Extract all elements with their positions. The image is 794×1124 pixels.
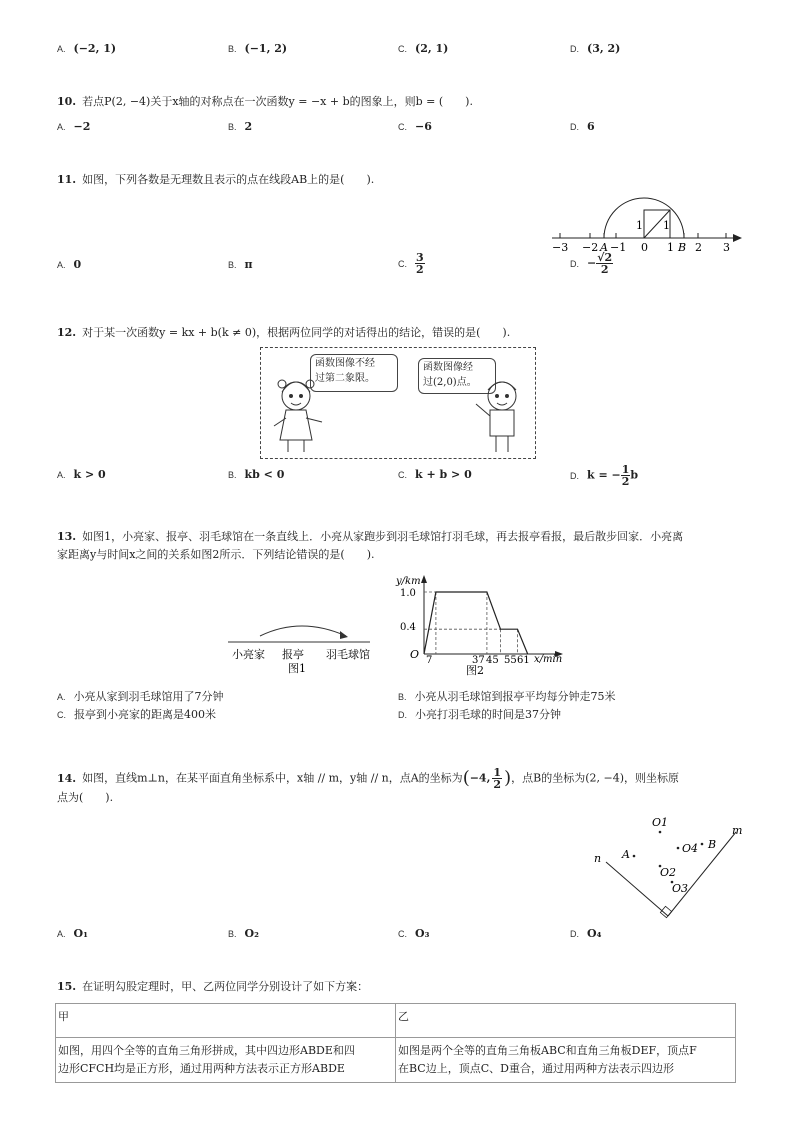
q14-stem-line2: 点为( ). — [57, 791, 114, 804]
q10-option-a: A. −2 — [57, 120, 91, 133]
q14-figure — [588, 812, 748, 928]
q13-fig2-ytick-1: 1.0 — [400, 588, 416, 599]
q10-option-c: C. −6 — [398, 120, 432, 133]
q13-figure2-chart — [380, 572, 566, 678]
q13-fig2-xtick-3: 45 — [486, 655, 499, 666]
svg-text:O1: O1 — [652, 816, 669, 829]
q13-option-a: A. 小亮从家到羽毛球馆用了7分钟 — [57, 690, 224, 703]
q13-fig1-caption: 图1 — [288, 662, 306, 675]
q13-fig2-xtick-1: 7 — [426, 655, 433, 666]
svg-text:n: n — [594, 852, 602, 865]
q14-option-c: C. O₃ — [398, 927, 430, 940]
q9-option-a: A. (−2, 1) — [57, 42, 117, 55]
q12-option-b: B. kb < 0 — [228, 468, 285, 481]
q13-fig1-kiosk: 报亭 — [282, 648, 304, 661]
svg-text:A: A — [600, 241, 608, 254]
q13-stem-line2: 家距离y与时间x之间的关系如图2所示．下列结论错误的是( ). — [57, 548, 375, 561]
q10-option-d: D. 6 — [570, 120, 595, 133]
svg-text:3: 3 — [723, 241, 730, 254]
svg-text:A: A — [622, 848, 630, 861]
q15-proof-table — [55, 1003, 736, 1083]
q13-fig2-xtick-4: 55 — [504, 655, 517, 666]
svg-text:m: m — [732, 824, 743, 837]
svg-text:−1: −1 — [610, 241, 627, 254]
q12-bubble-right: 函数图像经 过(2,0)点。 — [418, 358, 496, 394]
q9-option-d: D. (3, 2) — [570, 42, 621, 55]
q11-option-d: D. − $\frac{√2}{2}$ — [570, 251, 613, 276]
q15-plan-yi: 如图是两个全等的直角三角板ABC和直角三角板DEF，顶点F 在BC边上，顶点C、D重合，通过用两种方法表示四边形 — [396, 1038, 736, 1083]
q13-fig1-home: 小亮家 — [232, 648, 265, 661]
q15-header-left: 甲 — [56, 1004, 396, 1038]
q13-fig2-ytick-2: 0.4 — [400, 622, 416, 633]
q13-fig1-gym: 羽毛球馆 — [326, 648, 370, 661]
q13-distance-series — [424, 592, 528, 654]
q11-square-label-left: 1 — [636, 219, 643, 232]
q12-option-d: D. k = − $\frac{1}{2}$ b — [570, 463, 639, 488]
svg-text:B: B — [678, 241, 687, 254]
q12-bubble-left: 函数图像不经 过第二象限。 — [310, 354, 398, 392]
q11-stem: 11. 如图，下列各数是无理数且表示的点在线段AB上的是( ). — [57, 173, 375, 186]
q12-option-a: A. k > 0 — [57, 468, 106, 481]
q12-students-illustration — [262, 360, 532, 456]
q11-option-a: A. 0 — [57, 258, 82, 271]
q14-stem-line1: 14. 如图，直线m⊥n，在某平面直角坐标系中，x轴 // m，y轴 // n，点A的坐标为(−4, $\frac{1}{2}$ )，点B的坐标为(2, −4)，则坐标原 — [57, 766, 679, 791]
q13-option-c: C. 报亭到小亮家的距离是400米 — [57, 708, 216, 721]
q14-option-a: A. O₁ — [57, 927, 88, 940]
q11-number-line-figure — [548, 188, 748, 254]
svg-text:O3: O3 — [672, 882, 689, 895]
svg-text:B: B — [708, 838, 717, 851]
svg-text:2: 2 — [695, 241, 702, 254]
svg-text:−3: −3 — [552, 241, 569, 254]
q13-fig2-xlabel: x/min — [534, 654, 563, 665]
q13-fig2-origin: O — [410, 648, 420, 661]
q13-fig2-xtick-2: 37 — [472, 655, 485, 666]
q11-square-label-right: 1 — [663, 219, 670, 232]
svg-text:1: 1 — [667, 241, 674, 254]
q13-fig2-ylabel: y/km — [396, 576, 421, 587]
q12-option-c: C. k + b > 0 — [398, 468, 472, 481]
q15-plan-jia: 如图，用四个全等的直角三角形拼成，其中四边形ABDE和四 边形CFCH均是正方形，通过用两种方法表示正方形ABDE — [56, 1038, 396, 1083]
q13-fig2-xtick-5: 61 — [517, 655, 530, 666]
svg-text:−2: −2 — [582, 241, 599, 254]
q13-stem-line1: 13. 如图1，小亮家、报亭、羽毛球馆在一条直线上．小亮从家跑步到羽毛球馆打羽毛球，再去报亭看报，最后散步回家．小亮离 — [57, 530, 684, 543]
girl-student-icon — [274, 380, 322, 452]
q11-option-c: C. $\frac{3}{2}$ — [398, 251, 424, 276]
q9-option-c: C. (2, 1) — [398, 42, 449, 55]
q10-option-b: B. 2 — [228, 120, 253, 133]
svg-text:0: 0 — [641, 241, 648, 254]
q12-stem: 12. 对于某一次函数y = kx + b(k ≠ 0)，根据两位同学的对话得出的结论，错误的是( ). — [57, 326, 511, 339]
q13-option-d: D. 小亮打羽毛球的时间是37分钟 — [398, 708, 561, 721]
q13-option-b: B. 小亮从羽毛球馆到报亭平均每分钟走75米 — [398, 690, 616, 703]
svg-text:O2: O2 — [660, 866, 677, 879]
q15-stem: 15. 在证明勾股定理时，甲、乙两位同学分别设计了如下方案： — [57, 980, 369, 993]
q13-figure1 — [226, 612, 372, 676]
q9-option-b: B. (−1, 2) — [228, 42, 288, 55]
q14-option-b: B. O₂ — [228, 927, 259, 940]
q14-option-d: D. O₄ — [570, 927, 602, 940]
boy-student-icon — [476, 382, 516, 452]
q15-header-right: 乙 — [396, 1004, 736, 1038]
svg-text:O4: O4 — [682, 842, 699, 855]
q11-option-b: B. π — [228, 258, 253, 271]
q10-stem: 10. 若点P(2, −4)关于x轴的对称点在一次函数y = −x + b的图象上，则b = ( ). — [57, 95, 473, 108]
q13-fig2-caption: 图2 — [466, 664, 484, 677]
